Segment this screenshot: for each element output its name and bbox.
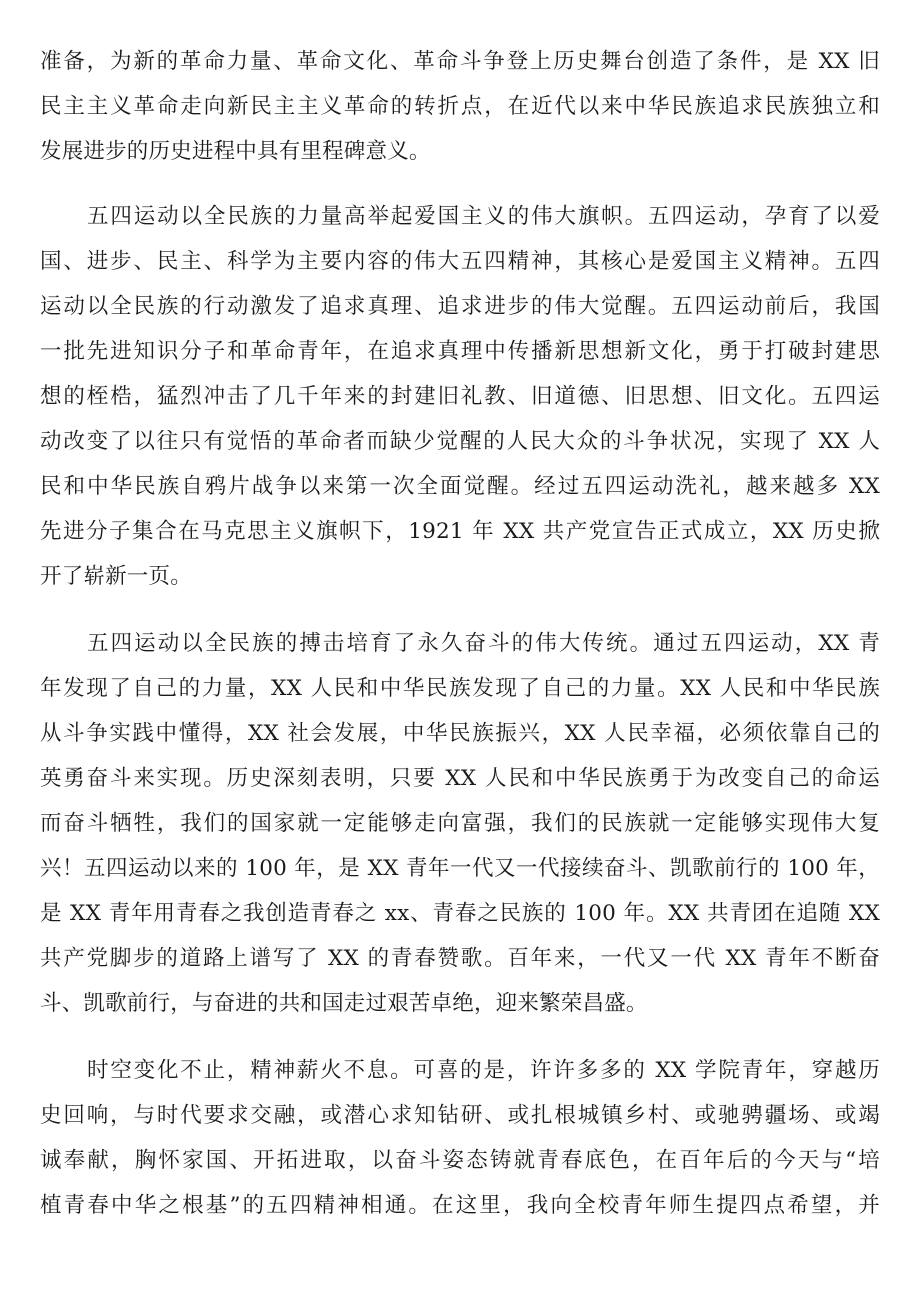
paragraph-2-line-4: 一批先进知识分子和革命青年，在追求真理中传播新思想新文化，勇于打破封建思 [40, 339, 880, 364]
paragraph-3-line-3: 从斗争实践中懂得，XX 社会发展，中华民族振兴，XX 人民幸福，必须依靠自己的 [40, 721, 880, 746]
paragraph-1-line-3: 发展进步的历史进程中具有里程碑意义。 [40, 139, 431, 164]
paragraph-2-line-2: 国、进步、民主、科学为主要内容的伟大五四精神，其核心是爱国主义精神。五四 [40, 249, 880, 274]
paragraph-1-line-1: 准备，为新的革命力量、革命文化、革命斗争登上历史舞台创造了条件，是 XX 旧 [40, 49, 880, 74]
paragraph-3-line-1: 五四运动以全民族的搏击培育了永久奋斗的伟大传统。通过五四运动，XX 青 [87, 631, 880, 656]
paragraph-4-line-1: 时空变化不止，精神薪火不息。可喜的是，许许多多的 XX 学院青年，穿越历 [87, 1058, 880, 1083]
paragraph-3-line-5: 而奋斗牺牲，我们的国家就一定能够走向富强，我们的民族就一定能够实现伟大复 [40, 811, 880, 836]
paragraph-3-line-7: 是 XX 青年用青春之我创造青春之 xx、青春之民族的 100 年。XX 共青团在追随 XX [40, 901, 880, 926]
paragraph-2-line-6: 动改变了以往只有觉悟的革命者而缺少觉醒的人民大众的斗争状况，实现了 XX 人 [40, 429, 880, 454]
paragraph-2-line-7: 民和中华民族自鸦片战争以来第一次全面觉醒。经过五四运动洗礼，越来越多 XX [40, 474, 880, 499]
paragraph-2-line-5: 想的桎梏，猛烈冲击了几千年来的封建旧礼教、旧道德、旧思想、旧文化。五四运 [40, 384, 880, 409]
paragraph-2-line-8: 先进分子集合在马克思主义旗帜下，1921 年 XX 共产党宣告正式成立，XX 历史掀 [40, 519, 880, 544]
paragraph-2-line-9: 开了崭新一页。 [40, 564, 192, 589]
paragraph-1-line-2: 民主主义革命走向新民主主义革命的转折点，在近代以来中华民族追求民族独立和 [40, 94, 880, 119]
paragraph-3-line-9: 斗、凯歌前行，与奋进的共和国走过艰苦卓绝，迎来繁荣昌盛。 [40, 991, 648, 1016]
paragraph-2-line-3: 运动以全民族的行动激发了追求真理、追求进步的伟大觉醒。五四运动前后，我国 [40, 294, 880, 319]
paragraph-4-line-3: 诚奉献，胸怀家国、开拓进取，以奋斗姿态铸就青春底色，在百年后的今天与“培 [40, 1148, 880, 1173]
paragraph-3-line-4: 英勇奋斗来实现。历史深刻表明，只要 XX 人民和中华民族勇于为改变自己的命运 [40, 766, 880, 791]
paragraph-3-line-6: 兴！五四运动以来的 100 年，是 XX 青年一代又一代接续奋斗、凯歌前行的 100 年， [40, 856, 880, 881]
paragraph-2-line-1: 五四运动以全民族的力量高举起爱国主义的伟大旗帜。五四运动，孕育了以爱 [87, 204, 880, 229]
paragraph-4-line-2: 史回响，与时代要求交融，或潜心求知钻研、或扎根城镇乡村、或驰骋疆场、或竭 [40, 1103, 880, 1128]
paragraph-3-line-2: 年发现了自己的力量，XX 人民和中华民族发现了自己的力量。XX 人民和中华民族 [40, 676, 880, 701]
paragraph-4-line-4: 植青春中华之根基”的五四精神相通。在这里，我向全校青年师生提四点希望，并 [40, 1193, 880, 1218]
paragraph-3-line-8: 共产党脚步的道路上谱写了 XX 的青春赞歌。百年来，一代又一代 XX 青年不断奋 [40, 946, 880, 971]
